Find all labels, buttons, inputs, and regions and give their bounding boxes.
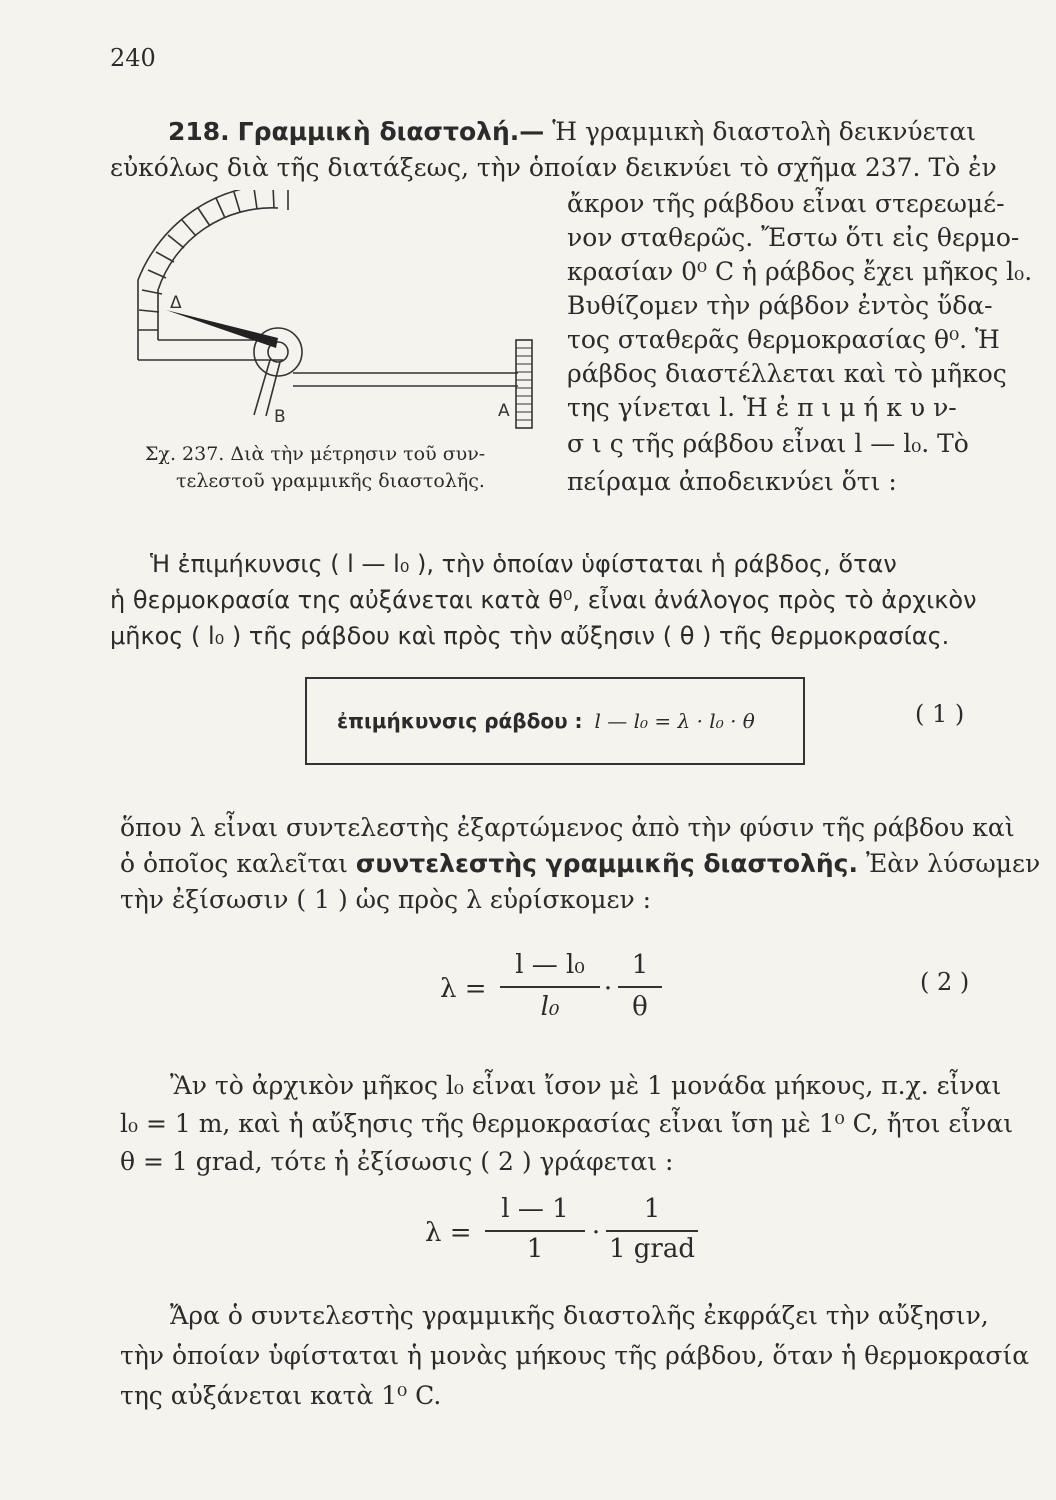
right-col-line-9: πείραμα ἀποδεικνύει ὅτι : (567, 467, 897, 496)
law-line-3: μῆκος ( l₀ ) τῆς ράβδου καὶ πρὸς τὴν αὔξησιν ( θ ) τῆς θερμοκρασίας. (110, 622, 950, 650)
equation-3-den1: 1 (526, 1234, 544, 1264)
law-line-2: ἡ θερμοκρασία της αὐξάνεται κατὰ θ⁰, εἶναι ἀνάλογος πρὸς τὸ ἀρχικὸν (110, 586, 977, 614)
equation-2-num1: l — l₀ (515, 950, 585, 980)
conclusion-line-3: της αὐξάνεται κατὰ 1⁰ C. (120, 1381, 442, 1410)
equation-3-num2: 1 (643, 1194, 661, 1224)
equation-1-formula: l — l₀ = λ · l₀ · θ (594, 709, 755, 733)
after-eq1-pre: ὁ ὁποῖος καλεῖται (120, 849, 348, 878)
right-col-line-2: νον σταθερῶς. Ἔστω ὅτι εἰς θερμο- (567, 223, 1020, 252)
after-eq1-line-2 (120, 848, 1040, 880)
law-line-1: Ἡ ἐπιμήκυνσις ( l — l₀ ), τὴν ὁποίαν ὑφίσταται ἡ ράβδος, ὅταν (150, 550, 897, 578)
equation-2-bar1 (500, 986, 600, 988)
conclusion-line-1: Ἄρα ὁ συντελεστὴς γραμμικῆς διαστολῆς ἐκφράζει τὴν αὔξησιν, (170, 1301, 989, 1330)
section-heading (168, 116, 976, 148)
right-col-line-4: Βυθίζομεν τὴν ράβδον ἐντὸς ὕδα- (567, 291, 993, 320)
equation-3-den2: 1 grad (608, 1234, 696, 1264)
equation-1-number: ( 1 ) (915, 700, 965, 728)
figure-237 (128, 190, 548, 440)
conclusion-line-2: τὴν ὁποίαν ὑφίσταται ἡ μονὰς μήκους τῆς ράβδου, ὅταν ἡ θερμοκρασία (120, 1341, 1030, 1370)
equation-2-dot: · (603, 974, 613, 1004)
example-line-1: Ἂν τὸ ἀρχικὸν μῆκος l₀ εἶναι ἴσον μὲ 1 μονάδα μήκους, π.χ. εἶναι (170, 1071, 1002, 1100)
equation-2-num2: 1 (631, 950, 649, 980)
equation-3-bar1 (485, 1230, 585, 1232)
label-a: A (498, 401, 510, 421)
page-number: 240 (110, 44, 156, 72)
section-number: 218. (168, 117, 230, 146)
equation-2-bar2 (618, 986, 662, 988)
right-col-line-3: κρασίαν 0⁰ C ἡ ράβδος ἔχει μῆκος l₀. (567, 257, 1033, 286)
equation-1-box (305, 677, 805, 765)
example-line-2: l₀ = 1 m, καὶ ἡ αὔξησις τῆς θερμοκρασίας εἶναι ἴση μὲ 1⁰ C, ἤτοι εἶναι (120, 1109, 1014, 1138)
example-line-3: θ = 1 grad, τότε ἡ ἐξίσωσις ( 2 ) γράφεται : (120, 1147, 674, 1176)
equation-3-dot: · (591, 1218, 601, 1248)
section-title: Γραμμικὴ διαστολή.— (237, 117, 545, 146)
after-eq1-line-3: τὴν ἐξίσωσιν ( 1 ) ὡς πρὸς λ εὑρίσκομεν : (120, 885, 652, 914)
label-b: B (274, 407, 286, 427)
right-col-line-6: ράβδος διαστέλλεται καὶ τὸ μῆκος (567, 359, 1007, 388)
figure-caption-line-2: τελεστοῦ γραμμικῆς διαστολῆς. (176, 470, 485, 492)
right-col-line-8: σ ι ς τῆς ράβδου εἶναι l — l₀. Τὸ (567, 429, 969, 458)
equation-2-lhs: λ = (440, 974, 487, 1004)
pointer-needle (166, 310, 278, 348)
section-intro: Ἡ γραμμικὴ διαστολὴ δεικνύεται (552, 117, 977, 146)
after-eq1-post: Ἐὰν λύσωμεν (865, 849, 1041, 878)
intro-line-2: εὐκόλως διὰ τῆς διατάξεως, τὴν ὁποίαν δεικνύει τὸ σχῆμα 237. Τὸ ἐν (110, 153, 997, 182)
after-eq1-line-1: ὅπου λ εἶναι συντελεστὴς ἐξαρτώμενος ἀπὸ τὴν φύσιν τῆς ράβδου καὶ (120, 813, 1015, 842)
right-col-line-1: ἄκρον τῆς ράβδου εἶναι στερεωμέ- (567, 189, 1005, 218)
right-col-line-7: της γίνεται l. Ἡ ἐ π ι μ ή κ υ ν- (567, 393, 957, 422)
equation-1-label: ἐπιμήκυνσις ράβδου : (337, 709, 583, 733)
figure-caption-line-1: Σχ. 237. Διὰ τὴν μέτρησιν τοῦ συν- (145, 443, 486, 465)
label-delta: Δ (170, 293, 182, 313)
equation-2-number: ( 2 ) (920, 968, 970, 996)
equation-3-num1: l — 1 (501, 1194, 569, 1224)
term-linear-expansion-coefficient: συντελεστὴς γραμμικῆς διαστολῆς. (355, 849, 858, 878)
equation-2-den1: l₀ (540, 992, 560, 1022)
right-col-line-5: τος σταθερᾶς θερμοκρασίας θ⁰. Ἡ (567, 325, 1000, 354)
equation-3-lhs: λ = (425, 1218, 472, 1248)
equation-2-den2: θ (632, 992, 648, 1022)
equation-3-bar2 (606, 1230, 698, 1232)
